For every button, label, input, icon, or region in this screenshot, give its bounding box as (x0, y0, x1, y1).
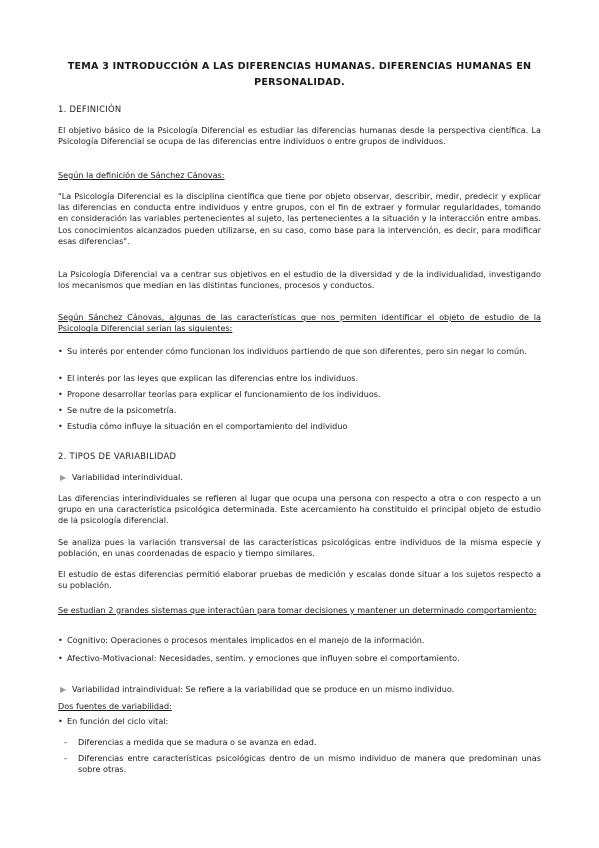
list-item: • Su interés por entender cómo funcionan los individuos partiendo de que son diferentes, pero sin negar lo común. (58, 346, 527, 356)
paragraph: El objetivo básico de la Psicología Diferencial es estudiar las diferencias humanas desde la perspectiva científica. La Psicología Diferencial se ocupa de las diferencias entre individuos o entre grupos de individuos. (58, 125, 541, 147)
list-item: • Se nutre de la psicometría. (58, 405, 177, 415)
triangle-bullet-icon: ▶ (60, 685, 67, 694)
bullet-icon: • (58, 346, 63, 356)
list-item: - Diferencias a medida que se madura o se avanza en edad. (64, 737, 317, 747)
dash-bullet-icon: - (64, 737, 67, 747)
subheading: Según la definición de Sánchez Cánovas: (58, 170, 225, 180)
dash-bullet-icon: - (64, 753, 67, 763)
section-heading-definicion: 1. DEFINICIÓN (58, 104, 122, 114)
paragraph: Se analiza pues la variación transversal de las características psicológicas entre individuos de la misma especie y población, en unas coordenadas de espacio y tiempo similares. (58, 537, 541, 559)
subheading: Dos fuentes de variabilidad: (58, 701, 172, 711)
document-title: TEMA 3 INTRODUCCIÓN A LAS DIFERENCIAS HUMANAS. DIFERENCIAS HUMANAS EN PERSONALIDAD. (67, 61, 532, 88)
list-item: • En función del ciclo vital: (58, 716, 169, 726)
section-heading-tipos: 2. TIPOS DE VARIABILIDAD (58, 451, 177, 461)
bullet-icon: • (58, 421, 63, 431)
bullet-icon: • (58, 405, 63, 415)
list-item: • El interés por las leyes que explican las diferencias entre los individuos. (58, 373, 359, 383)
paragraph: Las diferencias interindividuales se refieren al lugar que ocupa una persona con respecto a otra o con respecto a un grupo en una característica psicológica determinada. Este acercamiento ha constituido el principal objeto de estudio de la psicología diferencial. (58, 493, 541, 526)
paragraph: El estudio de estas diferencias permitió elaborar pruebas de medición y escalas donde situar a los sujetos respecto a su población. (58, 569, 541, 591)
list-item: ▶ Variabilidad interindividual. (60, 472, 183, 482)
bullet-icon: • (58, 389, 63, 399)
list-item: • Estudia cómo influye la situación en el comportamiento del individuo (58, 421, 348, 431)
subheading: Se estudian 2 grandes sistemas que interactúan para tomar decisiones y mantener un determinado comportamiento: (58, 605, 537, 615)
list-item: • Cognitivo: Operaciones o procesos mentales implicados en el manejo de la información. (58, 635, 425, 645)
bullet-icon: • (58, 716, 63, 726)
triangle-bullet-icon: ▶ (60, 473, 67, 482)
bullet-icon: • (58, 373, 63, 383)
bullet-icon: • (58, 635, 63, 645)
subheading: Según Sánchez Cánovas, algunas de las características que nos permiten identificar el objeto de estudio de la Psicología Diferencial serían las siguientes: (58, 312, 541, 334)
quote-paragraph: "La Psicología Diferencial es la disciplina científica que tiene por objeto observar, describir, medir, predecir y explicar las diferencias en conducta entre individuos y entre grupos, con el fin de extraer y formular regularidades, tomando en consideración las variables pertenecientes al sujeto, las pertenecientes a la situación y la interacción entre ambas. Los conocimientos alcanzados pueden utilizarse, en su caso, como base para la intervención, es decir, para modificar esas diferencias". (58, 191, 541, 246)
list-item: - Diferencias entre características psicológicas dentro de un mismo individuo de manera que predominan unas sobre otras. (64, 753, 541, 775)
list-item: • Afectivo-Motivacional: Necesidades, sentim. y emociones que influyen sobre el comportamiento. (58, 653, 460, 663)
list-item: • Propone desarrollar teorías para explicar el funcionamiento de los individuos. (58, 389, 381, 399)
bullet-icon: • (58, 653, 63, 663)
paragraph: La Psicología Diferencial va a centrar sus objetivos en el estudio de la diversidad y de la individualidad, investigando los mecanismos que median en las distintas funciones, procesos y conductos. (58, 269, 541, 291)
list-item: ▶ Variabilidad intraindividual: Se refiere a la variabilidad que se produce en un mismo individuo. (60, 684, 455, 694)
